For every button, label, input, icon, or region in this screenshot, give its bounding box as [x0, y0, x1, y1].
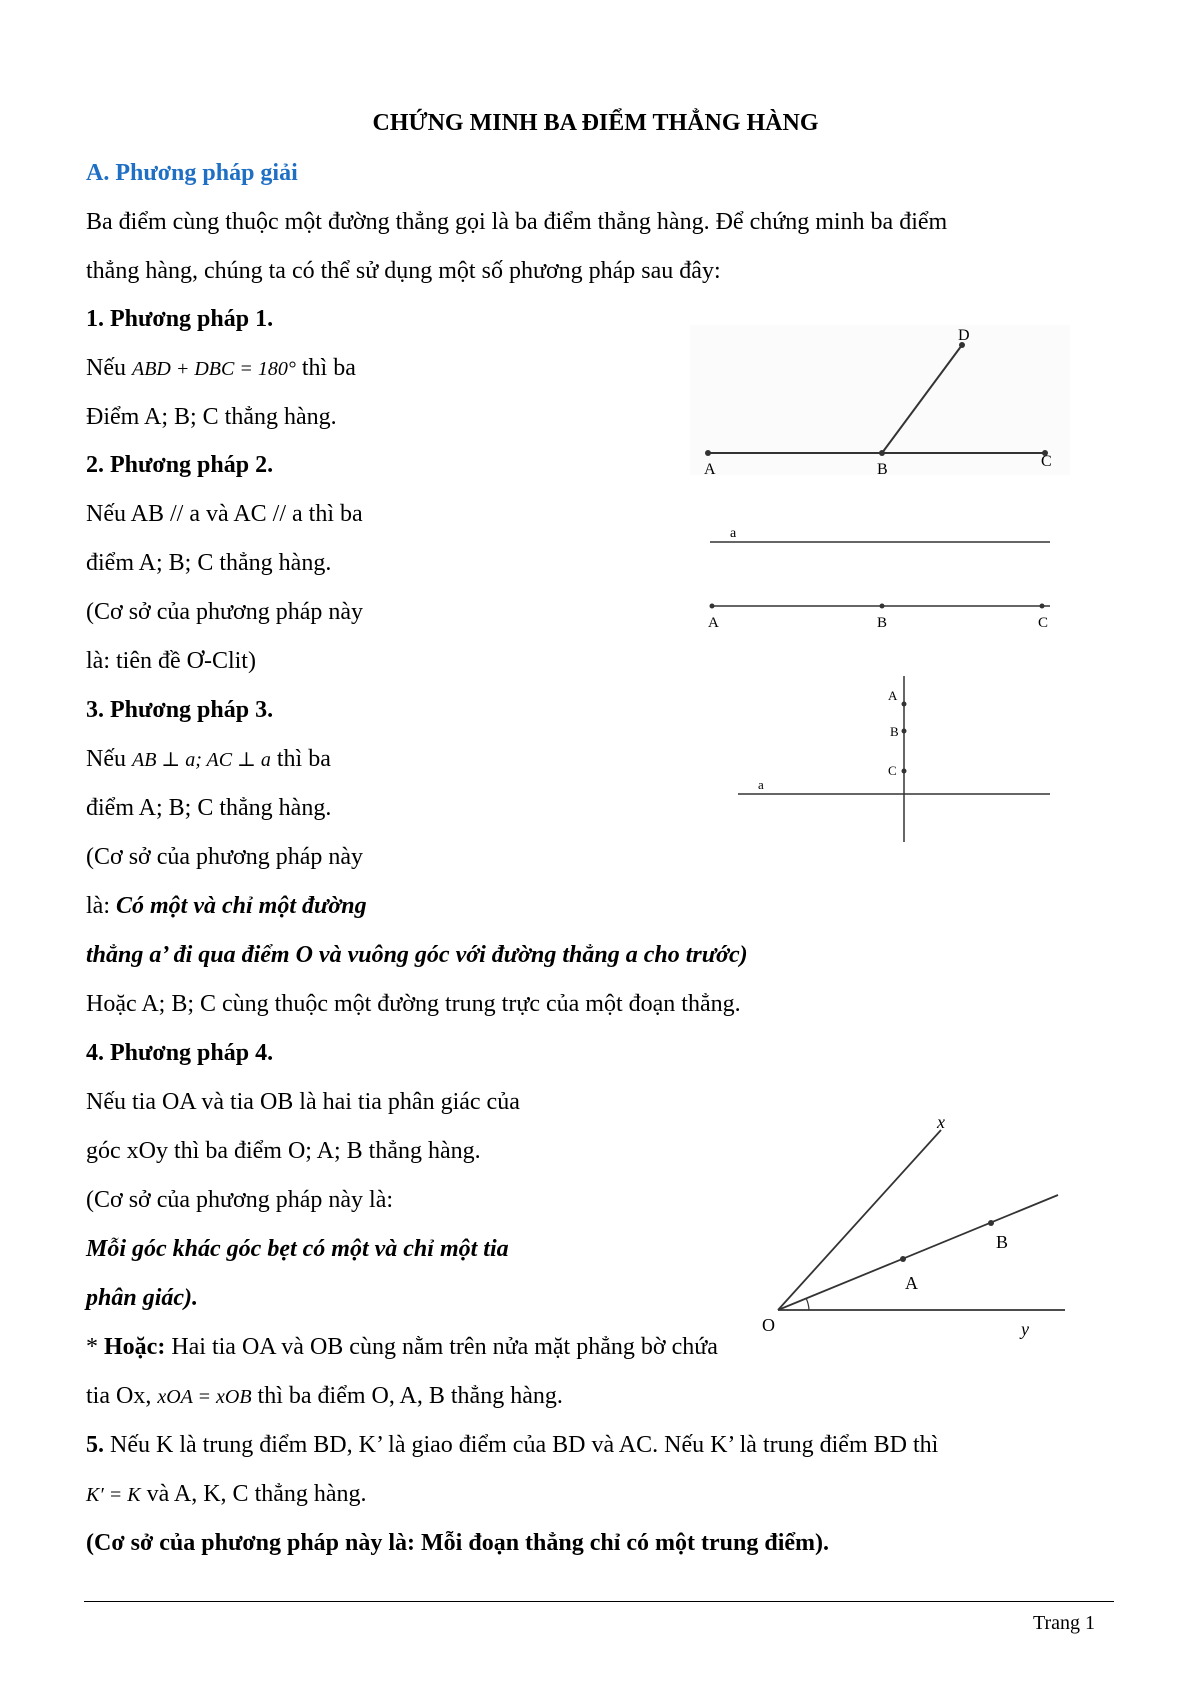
- section-heading: A. Phương pháp giải: [86, 160, 298, 186]
- method-1-line-1: [86, 353, 356, 384]
- label-b: B: [877, 615, 888, 631]
- alt-star: *: [86, 1334, 104, 1360]
- method-3-heading: 3. Phương pháp 3.: [86, 697, 274, 723]
- method-5-basis: (Cơ sở của phương pháp này là: Mỗi đoạn thẳng chỉ có một trung điểm).: [86, 1530, 830, 1556]
- intro-line-2: thẳng hàng, chúng ta có thể sử dụng một số phương pháp sau đây:: [86, 258, 721, 284]
- alt-text: Hai tia OA và OB cùng nằm trên nửa mặt phẳng bờ chứa: [165, 1334, 718, 1360]
- method-3-pre: Nếu: [86, 746, 126, 772]
- point-a: [902, 702, 907, 707]
- label-a: A: [708, 615, 719, 631]
- method-4-last-post: thì ba điểm O, A, B thẳng hàng.: [257, 1383, 563, 1409]
- label-b: B: [890, 724, 899, 739]
- method-2-line-2: điểm A; B; C thẳng hàng.: [86, 550, 332, 576]
- method-2-heading: 2. Phương pháp 2.: [86, 452, 274, 478]
- method-3-line-1: [86, 744, 331, 775]
- method-3-line-4-emph: Có một và chỉ một đường: [116, 893, 367, 919]
- label-c: C: [1041, 453, 1052, 470]
- method-5-line-1: [86, 1430, 938, 1460]
- figure-4: [755, 1110, 1085, 1350]
- method-4-line-2: góc xOy thì ba điểm O; A; B thẳng hàng.: [86, 1138, 481, 1164]
- label-a: A: [905, 1273, 918, 1293]
- method-3-line-3: (Cơ sở của phương pháp này: [86, 844, 364, 870]
- page-title: CHỨNG MINH BA ĐIỂM THẲNG HÀNG: [372, 110, 819, 136]
- method-1-heading: 1. Phương pháp 1.: [86, 306, 274, 332]
- method-5-post: và A, K, C thẳng hàng.: [146, 1481, 367, 1507]
- method-5-formula: K′ = K: [86, 1484, 141, 1506]
- label-c: C: [1038, 615, 1049, 631]
- method-4-alt: [86, 1332, 718, 1362]
- figure-2: [690, 522, 1070, 632]
- point-c: [1040, 604, 1045, 609]
- label-d: D: [958, 327, 970, 344]
- label-b: B: [877, 461, 888, 475]
- point-a: [705, 450, 711, 456]
- method-3-line-6: Hoặc A; B; C cùng thuộc một đường trung trực của một đoạn thẳng.: [86, 991, 741, 1017]
- method-4-line-1: Nếu tia OA và tia OB là hai tia phân giác của: [86, 1089, 520, 1115]
- intro-line-1: Ba điểm cùng thuộc một đường thẳng gọi là ba điểm thẳng hàng. Để chứng minh ba điểm: [86, 209, 948, 235]
- method-5-line-2: [86, 1479, 367, 1510]
- method-4-heading: 4. Phương pháp 4.: [86, 1040, 274, 1066]
- method-1-formula: ABD + DBC = 180°: [131, 358, 296, 380]
- method-2-line-3: (Cơ sở của phương pháp này: [86, 599, 364, 625]
- label-o: O: [762, 1315, 775, 1335]
- method-4-last-formula: xOA = xOB: [157, 1386, 252, 1408]
- label-c: C: [888, 763, 897, 778]
- method-1-line-2: Điểm A; B; C thẳng hàng.: [86, 404, 337, 430]
- method-3-line-4: [86, 891, 367, 921]
- method-1-post: thì ba: [301, 355, 356, 381]
- label-a: A: [888, 688, 898, 703]
- method-5-text: Nếu K là trung điểm BD, K’ là giao điểm của BD và AC. Nếu K’ là trung điểm BD thì: [104, 1432, 939, 1458]
- method-4-emph-1: Mỗi góc khác góc bẹt có một và chỉ một tia: [86, 1236, 509, 1262]
- point-a: [710, 604, 715, 609]
- label-line-a: a: [758, 777, 764, 792]
- figure-3: [730, 670, 1060, 850]
- label-line-a: a: [730, 526, 737, 541]
- method-4-line-3: (Cơ sở của phương pháp này là:: [86, 1187, 394, 1213]
- method-4-emph-2: phân giác).: [86, 1285, 199, 1311]
- method-3-line-2: điểm A; B; C thẳng hàng.: [86, 795, 332, 821]
- method-3-formula: AB ⊥ a; AC ⊥ a: [131, 749, 271, 771]
- point-a: [900, 1256, 906, 1262]
- method-2-line-4: là: tiên đề Ơ-Clit): [86, 648, 256, 674]
- point-b: [880, 604, 885, 609]
- ray-oab: [778, 1195, 1058, 1310]
- point-b: [902, 729, 907, 734]
- method-4-last: [86, 1381, 563, 1412]
- label-y: y: [1021, 1319, 1029, 1339]
- point-b: [879, 450, 885, 456]
- method-5-num: 5.: [86, 1432, 104, 1458]
- point-b: [988, 1220, 994, 1226]
- alt-label: Hoặc:: [104, 1334, 166, 1360]
- angle-arc: [806, 1298, 809, 1310]
- method-2-line-1: Nếu AB // a và AC // a thì ba: [86, 501, 363, 527]
- point-c: [902, 769, 907, 774]
- method-4-last-pre: tia Ox,: [86, 1383, 152, 1409]
- method-3-post: thì ba: [276, 746, 331, 772]
- label-x: x: [937, 1112, 945, 1132]
- figure-1: [690, 325, 1070, 475]
- page-number: Trang 1: [1032, 1612, 1095, 1634]
- method-1-pre: Nếu: [86, 355, 126, 381]
- footer-divider: [84, 1601, 1114, 1602]
- method-3-line-4-pre: là:: [86, 893, 110, 919]
- method-3-line-5: thẳng a’ đi qua điểm O và vuông góc với đường thẳng a cho trước): [86, 942, 748, 968]
- label-a: A: [704, 461, 716, 475]
- label-b: B: [996, 1232, 1009, 1252]
